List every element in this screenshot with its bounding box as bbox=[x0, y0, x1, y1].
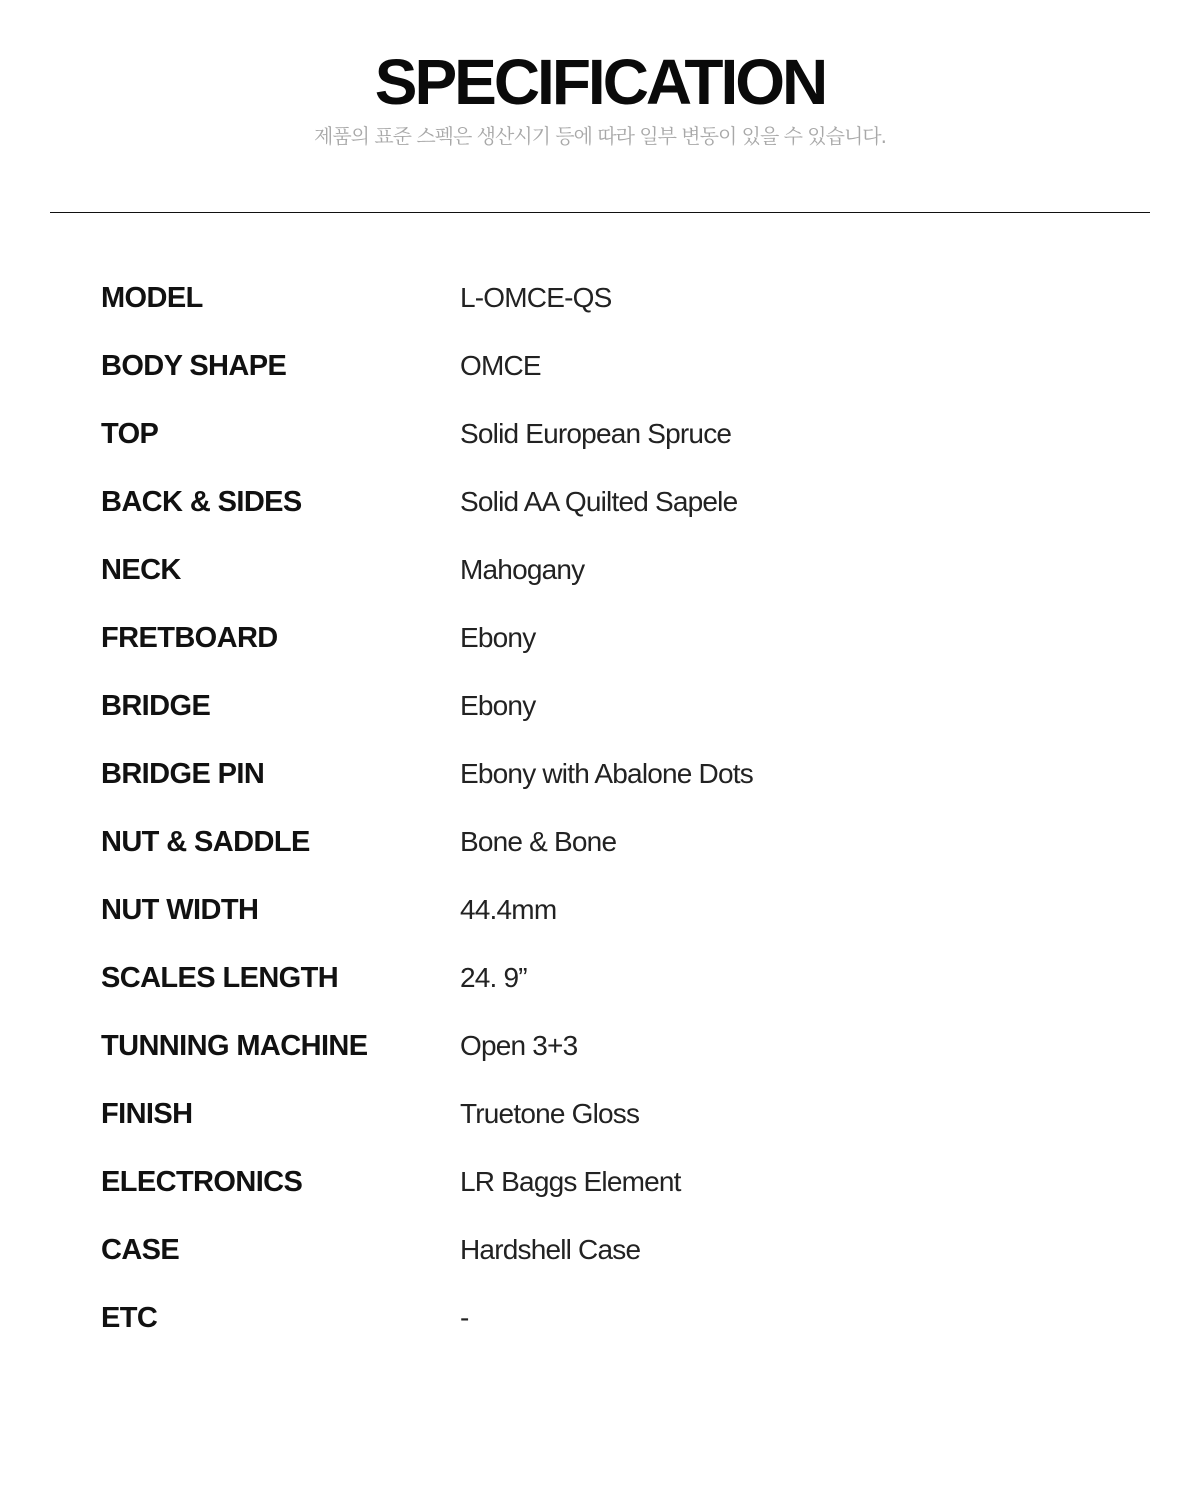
spec-value: Bone & Bone bbox=[460, 826, 617, 857]
spec-row-finish bbox=[101, 1080, 1101, 1148]
spec-label: NUT & SADDLE bbox=[101, 826, 310, 858]
spec-value: Hardshell Case bbox=[460, 1234, 641, 1265]
page-title: SPECIFICATION bbox=[374, 46, 826, 118]
spec-row-top bbox=[101, 400, 1101, 468]
spec-label: BACK & SIDES bbox=[101, 486, 302, 518]
spec-label: TOP bbox=[101, 418, 159, 450]
spec-value: Ebony with Abalone Dots bbox=[460, 758, 753, 789]
page-subtitle: 제품의 표준 스펙은 생산시기 등에 따라 일부 변동이 있을 수 있습니다. bbox=[314, 124, 886, 148]
spec-row-nut-width bbox=[101, 876, 1101, 944]
spec-value: Ebony bbox=[460, 690, 536, 721]
spec-row-neck bbox=[101, 536, 1101, 604]
spec-value: Solid European Spruce bbox=[460, 418, 732, 449]
spec-value: Open 3+3 bbox=[460, 1030, 578, 1061]
spec-value: OMCE bbox=[460, 350, 541, 381]
spec-label: CASE bbox=[101, 1234, 180, 1266]
spec-label: MODEL bbox=[101, 282, 203, 314]
spec-label: SCALES LENGTH bbox=[101, 962, 339, 994]
spec-label: NUT WIDTH bbox=[101, 894, 259, 926]
spec-value: 24. 9” bbox=[460, 962, 527, 993]
spec-row-tunning-machine bbox=[101, 1012, 1101, 1080]
spec-label: BODY SHAPE bbox=[101, 350, 287, 382]
spec-row-etc bbox=[101, 1284, 1101, 1352]
spec-value: LR Baggs Element bbox=[460, 1166, 681, 1197]
spec-label: FRETBOARD bbox=[101, 622, 278, 654]
spec-row-model bbox=[101, 264, 1101, 332]
spec-value: Solid AA Quilted Sapele bbox=[460, 486, 738, 517]
spec-row-scales-length bbox=[101, 944, 1101, 1012]
spec-row-back-sides bbox=[101, 468, 1101, 536]
spec-row-bridge bbox=[101, 672, 1101, 740]
spec-label: ELECTRONICS bbox=[101, 1166, 303, 1198]
spec-value: Ebony bbox=[460, 622, 536, 653]
spec-label: BRIDGE bbox=[101, 690, 211, 722]
spec-row-body-shape bbox=[101, 332, 1101, 400]
spec-value: - bbox=[460, 1302, 469, 1333]
spec-label: TUNNING MACHINE bbox=[101, 1030, 368, 1062]
spec-row-case bbox=[101, 1216, 1101, 1284]
spec-label: NECK bbox=[101, 554, 181, 586]
spec-row-bridge-pin bbox=[101, 740, 1101, 808]
spec-value: Mahogany bbox=[460, 554, 585, 585]
spec-row-nut-saddle bbox=[101, 808, 1101, 876]
spec-value: Truetone Gloss bbox=[460, 1098, 640, 1129]
spec-table bbox=[101, 264, 1101, 1352]
spec-row-fretboard bbox=[101, 604, 1101, 672]
spec-value: 44.4mm bbox=[460, 894, 557, 925]
spec-row-electronics bbox=[101, 1148, 1101, 1216]
header-divider bbox=[50, 212, 1150, 213]
spec-value: L-OMCE-QS bbox=[460, 282, 612, 313]
spec-label: BRIDGE PIN bbox=[101, 758, 265, 790]
spec-label: ETC bbox=[101, 1302, 158, 1334]
spec-label: FINISH bbox=[101, 1098, 193, 1130]
